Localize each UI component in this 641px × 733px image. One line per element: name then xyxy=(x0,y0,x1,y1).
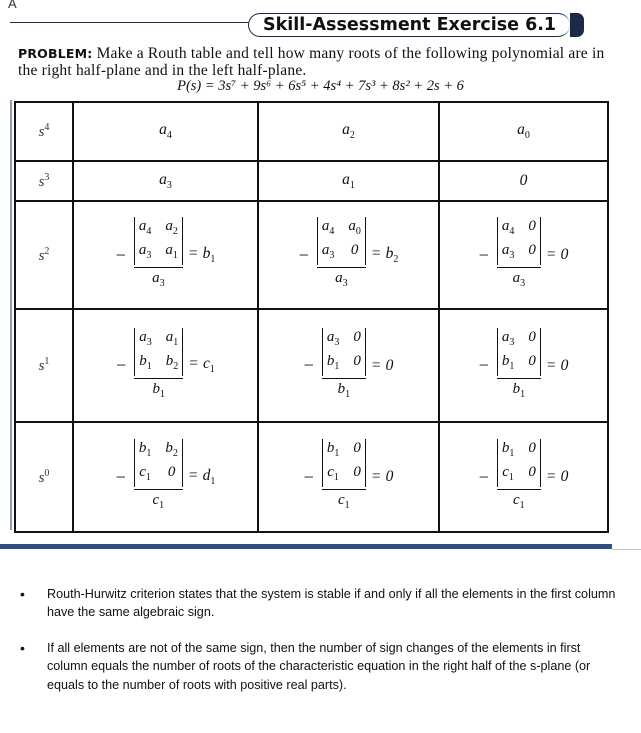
exercise-title-text: Skill-Assessment Exercise 6.1 xyxy=(263,15,557,35)
matrix-entry-sub: 4 xyxy=(146,226,152,237)
matrix-entry: $a_4$ xyxy=(321,218,335,237)
routh-element-sub: 4 xyxy=(166,130,172,142)
denominator-symbol-sub: 1 xyxy=(520,388,526,400)
matrix-entry: $a_1$ xyxy=(165,242,178,261)
header-rule xyxy=(10,22,260,23)
matrix-entry: 0 xyxy=(528,464,536,480)
minus-sign: − xyxy=(303,466,314,487)
row-power: 1 xyxy=(44,356,50,367)
fraction xyxy=(322,439,366,515)
fraction xyxy=(322,328,366,404)
matrix-entry-sub: 1 xyxy=(334,448,340,459)
routh-cell xyxy=(73,102,258,161)
matrix-entry-sub: 2 xyxy=(173,360,179,372)
matrix-entry-sub: 3 xyxy=(146,336,152,348)
matrix-entry: 0 xyxy=(528,352,536,369)
result xyxy=(547,357,569,375)
minus-sign: − xyxy=(116,355,127,375)
matrix-entry: 0 xyxy=(528,218,536,234)
routh-cell xyxy=(258,201,439,309)
determinant-matrix xyxy=(497,439,541,487)
fraction xyxy=(134,328,183,404)
result-value: 0 xyxy=(385,356,394,374)
matrix-entry: $c_1$ xyxy=(139,464,151,483)
routh-cell xyxy=(258,161,439,201)
matrix-entry: $a_4$ xyxy=(501,218,515,237)
result-symbol-sub: 1 xyxy=(210,476,216,488)
result-symbol-sub: 1 xyxy=(210,254,216,266)
result-value: 0 xyxy=(385,468,394,485)
determinant-expression xyxy=(116,217,216,293)
denominator-symbol: $b_1$ xyxy=(512,380,526,400)
row-label-s4: $s^4$ xyxy=(15,102,73,161)
row-power: 3 xyxy=(44,171,50,183)
routh-table xyxy=(14,101,609,533)
matrix-entry: $a_3$ xyxy=(501,242,515,261)
problem-statement xyxy=(18,45,618,79)
routh-value: 0 xyxy=(519,172,528,189)
determinant-matrix xyxy=(134,217,183,265)
fraction xyxy=(497,328,541,404)
result xyxy=(372,357,394,375)
equals-sign: = xyxy=(546,246,556,263)
result xyxy=(372,245,399,265)
exercise-title xyxy=(248,13,570,37)
matrix-entry: $a_3$ xyxy=(138,242,152,261)
note-item xyxy=(20,585,620,622)
note-text: If all elements are not of the same sign, then the number of sign changes of the elements in first column equals the number of roots of the characteristic equation in the right half of the s-plane (or equals to the number of roots with positive real parts). xyxy=(47,640,591,692)
routh-cell xyxy=(73,309,258,422)
equals-sign: = xyxy=(546,468,556,485)
matrix-entry-sub: 2 xyxy=(172,226,178,237)
fraction xyxy=(497,439,541,515)
fraction-denominator xyxy=(497,267,541,293)
routh-cell xyxy=(439,102,608,161)
row-label-s3: $s^3$ xyxy=(15,161,73,201)
left-margin-bar xyxy=(10,100,12,530)
result-value: 0 xyxy=(560,356,569,374)
routh-cell xyxy=(73,201,258,309)
matrix-entry: 0 xyxy=(528,242,536,258)
result-value: 0 xyxy=(560,468,569,485)
routh-cell xyxy=(439,309,608,422)
denominator-symbol-sub: 1 xyxy=(159,500,165,511)
determinant-expression xyxy=(304,439,394,515)
matrix-entry: 0 xyxy=(353,352,361,369)
fraction-denominator xyxy=(134,489,183,515)
matrix-entry-sub: 1 xyxy=(334,360,340,372)
equals-sign: = xyxy=(371,244,381,262)
result-value: 0 xyxy=(560,246,569,263)
determinant-expression xyxy=(479,439,569,515)
matrix-entry-sub: 1 xyxy=(508,472,514,483)
minus-sign: − xyxy=(298,244,309,265)
note-text: Routh-Hurwitz criterion states that the system is stable if and only if all the elements in the first column have the same algebraic sign. xyxy=(47,587,616,620)
matrix-entry-sub: 1 xyxy=(173,336,179,348)
determinant-expression xyxy=(116,328,215,404)
routh-element: $a_3$ xyxy=(159,170,172,192)
result xyxy=(189,467,216,487)
equals-sign: = xyxy=(188,244,198,262)
denominator-symbol-sub: 1 xyxy=(160,388,165,400)
denominator-symbol: $c_1$ xyxy=(512,492,525,511)
denominator-symbol-sub: 3 xyxy=(520,278,526,289)
routh-row xyxy=(15,422,608,532)
matrix-entry: 0 xyxy=(528,440,536,456)
result-symbol-sub: 2 xyxy=(393,254,399,266)
matrix-entry: $a_1$ xyxy=(165,328,179,348)
minus-sign: − xyxy=(478,355,489,375)
result-symbol: $d_1$ xyxy=(202,466,216,488)
routh-cell xyxy=(258,102,439,161)
note-item xyxy=(20,639,620,694)
matrix-entry: $b_2$ xyxy=(165,440,178,459)
matrix-entry-sub: 2 xyxy=(172,448,178,459)
fraction-denominator xyxy=(322,489,366,515)
matrix-entry: $a_3$ xyxy=(501,328,515,348)
row-power: 4 xyxy=(44,122,50,133)
fraction-denominator xyxy=(322,378,366,404)
determinant-expression xyxy=(304,328,394,404)
determinant-matrix xyxy=(317,217,366,265)
routh-cell xyxy=(439,201,608,309)
equals-sign: = xyxy=(546,356,556,374)
row-power: 0 xyxy=(44,467,50,479)
section-divider xyxy=(0,544,612,549)
fraction xyxy=(317,217,366,293)
matrix-entry-sub: 3 xyxy=(509,250,515,261)
matrix-entry-sub: 1 xyxy=(145,472,151,483)
bullet-icon: • xyxy=(20,586,25,602)
matrix-entry: $c_1$ xyxy=(327,464,339,483)
fraction xyxy=(497,217,541,293)
denominator-symbol: $a_3$ xyxy=(152,270,165,289)
minus-sign: − xyxy=(303,355,314,375)
routh-row xyxy=(15,201,608,309)
title-tab-decoration xyxy=(570,13,584,37)
denominator-symbol: $a_3$ xyxy=(512,270,526,289)
denominator-symbol-sub: 1 xyxy=(344,500,350,511)
routh-element-sub: 1 xyxy=(349,180,355,192)
result-symbol: $c_1$ xyxy=(203,355,215,376)
matrix-entry-sub: 1 xyxy=(509,360,515,372)
matrix-entry-sub: 1 xyxy=(146,448,152,459)
routh-cell xyxy=(73,161,258,201)
routh-cell xyxy=(258,422,439,532)
equals-sign: = xyxy=(188,466,198,484)
determinant-expression xyxy=(479,328,569,404)
matrix-entry: $c_1$ xyxy=(502,464,514,483)
matrix-entry: 0 xyxy=(167,464,176,480)
result xyxy=(372,468,394,486)
result xyxy=(189,245,216,265)
matrix-entry: $b_1$ xyxy=(326,352,340,372)
matrix-entry: $a_3$ xyxy=(321,242,335,261)
minus-sign: − xyxy=(115,244,126,265)
equals-sign: = xyxy=(371,468,381,485)
routh-cell xyxy=(258,309,439,422)
routh-element: $a_1$ xyxy=(342,170,355,192)
fraction xyxy=(134,217,183,293)
routh-element-sub: 3 xyxy=(166,180,172,192)
minus-sign: − xyxy=(115,466,126,487)
notes-list xyxy=(20,585,620,711)
row-label-s2: $s^2$ xyxy=(15,201,73,309)
matrix-entry: $a_3$ xyxy=(139,328,152,348)
routh-element: $a_0$ xyxy=(517,121,530,142)
routh-cell xyxy=(439,422,608,532)
matrix-entry-sub: 1 xyxy=(146,360,152,372)
routh-cell xyxy=(73,422,258,532)
matrix-entry: 0 xyxy=(353,328,361,345)
fraction-denominator xyxy=(317,267,366,293)
row-label-s0: $s^0$ xyxy=(15,422,73,532)
result-symbol-sub: 1 xyxy=(209,364,215,376)
equals-sign: = xyxy=(371,356,381,374)
routh-row xyxy=(15,309,608,422)
section-divider-tail xyxy=(612,549,641,550)
routh-row xyxy=(15,161,608,201)
denominator-symbol-sub: 3 xyxy=(159,278,165,289)
fraction xyxy=(134,439,183,515)
result-symbol: $b_2$ xyxy=(385,244,399,266)
denominator-symbol-sub: 1 xyxy=(519,500,525,511)
determinant-matrix xyxy=(497,217,541,265)
determinant-expression xyxy=(116,439,216,515)
polynomial: P(s) = 3s⁷ + 9s⁶ + 6s⁵ + 4s⁴ + 7s³ + 8s² + 2s + 6 xyxy=(177,78,464,94)
determinant-matrix xyxy=(134,328,183,376)
matrix-entry-sub: 1 xyxy=(172,250,178,261)
row-label-s1: $s^1$ xyxy=(15,309,73,422)
determinant-matrix xyxy=(497,328,541,376)
matrix-entry: $b_1$ xyxy=(326,440,340,459)
denominator-symbol: $b_1$ xyxy=(337,380,351,400)
determinant-expression xyxy=(479,217,569,293)
denominator-symbol-sub: 3 xyxy=(342,278,348,289)
matrix-entry: $b_1$ xyxy=(501,352,515,372)
problem-text: Make a Routh table and tell how many roots of the following polynomial are in the right half-plane and in the left half-plane. xyxy=(18,45,605,79)
determinant-matrix xyxy=(322,328,366,376)
result xyxy=(547,246,569,264)
result xyxy=(547,468,569,486)
matrix-entry: $a_3$ xyxy=(326,328,340,348)
matrix-entry: $b_1$ xyxy=(138,440,152,459)
routh-element-sub: 0 xyxy=(524,130,530,142)
matrix-entry: $b_1$ xyxy=(139,352,152,372)
routh-element: $a_4$ xyxy=(159,121,172,142)
denominator-symbol: $c_1$ xyxy=(337,492,350,511)
minus-sign: − xyxy=(478,466,489,487)
routh-element-sub: 2 xyxy=(349,130,355,142)
bullet-icon: • xyxy=(20,639,25,656)
denominator-symbol: $b_1$ xyxy=(152,380,165,400)
matrix-entry: 0 xyxy=(350,242,359,258)
matrix-entry: $b_1$ xyxy=(501,440,515,459)
fraction-denominator xyxy=(134,378,183,404)
equals-sign: = xyxy=(189,355,198,373)
denominator-symbol: $c_1$ xyxy=(152,492,165,511)
fraction-denominator xyxy=(134,267,183,293)
matrix-entry-sub: 4 xyxy=(329,226,335,237)
determinant-matrix xyxy=(134,439,183,487)
matrix-entry: 0 xyxy=(353,464,361,480)
determinant-expression xyxy=(299,217,399,293)
matrix-entry: 0 xyxy=(353,440,361,456)
row-power: 2 xyxy=(44,245,50,257)
matrix-entry-sub: 1 xyxy=(509,448,515,459)
matrix-entry: $b_2$ xyxy=(165,352,179,372)
matrix-entry-sub: 0 xyxy=(355,226,361,237)
matrix-entry-sub: 3 xyxy=(146,250,152,261)
denominator-symbol: $a_3$ xyxy=(335,270,348,289)
problem-keyword: PROBLEM: xyxy=(18,46,93,61)
result xyxy=(189,355,215,375)
matrix-entry-sub: 4 xyxy=(509,226,515,237)
matrix-entry-sub: 3 xyxy=(334,336,340,348)
matrix-entry: $a_2$ xyxy=(165,218,178,237)
denominator-symbol-sub: 1 xyxy=(345,388,351,400)
routh-row xyxy=(15,102,608,161)
result-symbol: $b_1$ xyxy=(202,244,216,266)
matrix-entry-sub: 3 xyxy=(329,250,335,261)
routh-cell xyxy=(439,161,608,201)
matrix-entry-sub: 1 xyxy=(333,472,339,483)
fraction-denominator xyxy=(497,489,541,515)
determinant-matrix xyxy=(322,439,366,487)
minus-sign: − xyxy=(478,244,489,265)
fraction-denominator xyxy=(497,378,541,404)
routh-element: $a_2$ xyxy=(342,121,355,142)
matrix-entry: $a_4$ xyxy=(138,218,152,237)
corner-label: A xyxy=(8,0,17,11)
matrix-entry: $a_0$ xyxy=(348,218,361,237)
matrix-entry: 0 xyxy=(528,328,536,345)
matrix-entry-sub: 3 xyxy=(509,336,515,348)
